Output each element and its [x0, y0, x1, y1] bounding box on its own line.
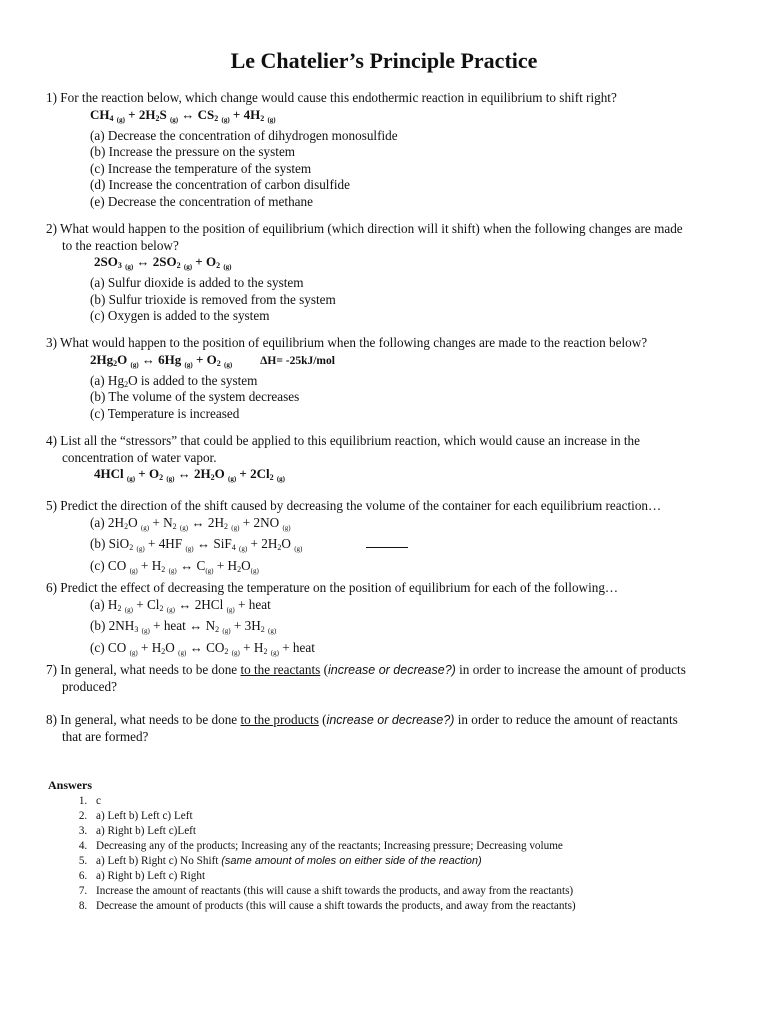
question-1-text: 1) For the reaction below, which change would cause this endothermic reaction in equilibrium to shift right? [46, 90, 617, 105]
answer-item-5-note: (same amount of moles on either side of the reaction) [221, 855, 482, 867]
answer-blank [366, 537, 408, 548]
q7-post: in order to increase the amount of products [455, 662, 686, 677]
question-2 [46, 221, 736, 325]
q8-italic: increase or decrease?) [326, 713, 455, 727]
question-7 [46, 662, 736, 695]
answer-item-4: 4. Decreasing any of the products; Increasing any of the reactants; Increasing pressure; Decreasing volume [90, 839, 728, 854]
question-8-text [46, 712, 736, 729]
question-7-text-cont: produced? [62, 678, 117, 694]
question-2-equation: $2SO_3$ $_{(g)}$ ↔ $2SO_2$ $_{(g)} + O_2$ $_{(g)}$ [94, 254, 232, 272]
question-4-text-cont: concentration of water vapor. [62, 449, 217, 465]
question-2-option-c: (c) Oxygen is added to the system [90, 308, 270, 324]
q7-pre: 7) In general, what needs to be done [46, 662, 241, 677]
answers-heading: Answers [48, 778, 92, 792]
answer-item-1: 1. c [90, 794, 728, 809]
question-5-option-c: (c) CO $_{(g)} + H_2$ $_{(g)}$ ↔ $C_{(g)} + H_2O_{(g)}$ [90, 557, 259, 575]
question-8-text-cont: that are formed? [62, 728, 149, 744]
question-5 [46, 498, 736, 579]
answer-item-5-text: a) Left b) Right c) No Shift [96, 855, 222, 867]
question-2-option-b: (b) Sulfur trioxide is removed from the system [90, 291, 336, 307]
question-6-option-c: (c) CO $_{(g)} + H_2O$ $_{(g)}$ ↔ $CO_2$ $_{(g)} + H_2$ $_{(g)}$ + heat [90, 639, 315, 657]
question-1-equation: $CH_4$ $_{(g)} + 2H_2S$ $_{(g)}$ ↔ $CS_2$ $_{(g)} + 4H_2$ $_{(g)}$ [90, 106, 276, 124]
answer-item-3: 3. a) Right b) Left c)Left [90, 824, 728, 839]
question-3-equation: $2Hg_2O$ $_{(g)}$ ↔ 6Hg $_{(g)} + O_2$ $_{(g)}$ ΔH= -25kJ/mol [90, 351, 335, 369]
q7-underline: to the reactants [240, 662, 321, 677]
answer-item-2: 2. a) Left b) Left c) Left [90, 809, 728, 824]
question-8 [46, 712, 736, 745]
question-6-option-a: (a) $H_2$ $_{(g)} + Cl_2$ $_{(g)}$ ↔ 2HCl $_{(g)}$ + heat [90, 596, 271, 614]
question-1-option-a: (a) Decrease the concentration of dihydrogen monosulfide [90, 127, 398, 143]
question-6 [46, 580, 736, 661]
question-7-text [46, 662, 736, 679]
question-5-text: 5) Predict the direction of the shift caused by decreasing the volume of the container for each equilibrium reaction… [46, 498, 662, 513]
question-1 [46, 90, 736, 211]
question-6-option-b: (b) $2NH_3$ $_{(g)}$ + heat ↔ $N_2$ $_{(g)} + 3H_2$ $_{(g)}$ [90, 618, 277, 636]
question-3-text: 3) What would happen to the position of equilibrium when the following changes are made to the reaction below? [46, 335, 648, 350]
answers-section [48, 778, 728, 914]
question-1-option-d: (d) Increase the concentration of carbon disulfide [90, 177, 350, 193]
q8-pre: 8) In general, what needs to be done [46, 712, 241, 727]
question-1-option-e: (e) Decrease the concentration of methane [90, 193, 313, 209]
page-title: Le Chatelier’s Principle Practice [230, 48, 538, 73]
question-3 [46, 335, 736, 422]
q8-mid: ( [318, 712, 327, 727]
answer-item-6: 6. a) Right b) Left c) Right [90, 869, 728, 884]
question-3-option-c: (c) Temperature is increased [90, 405, 240, 421]
question-2-text: 2) What would happen to the position of equilibrium (which direction will it shift) when the following changes are made [46, 221, 683, 236]
answer-item-5 [90, 854, 728, 869]
q8-post: in order to reduce the amount of reactants [454, 712, 678, 727]
question-3-option-b: (b) The volume of the system decreases [90, 389, 300, 405]
question-2-text-cont: to the reaction below? [62, 237, 179, 253]
q7-italic: increase or decrease?) [327, 663, 456, 677]
answer-item-7: 7. Increase the amount of reactants (this will cause a shift towards the products, and away from the reactants) [90, 884, 728, 899]
question-4-text: 4) List all the “stressors” that could be applied to this equilibrium reaction, which would cause an increase in the [46, 433, 640, 448]
question-5-option-b: (b) SiO$_2$ $_{(g)}$ + 4HF $_{(g)}$ ↔ SiF$_4$ $_{(g)} + 2H_2O$ $_{(g)}$ [46, 536, 736, 558]
enthalpy-value: ΔH= -25kJ/mol [260, 354, 335, 367]
q8-underline: to the products [240, 712, 319, 727]
question-1-option-c: (c) Increase the temperature of the system [90, 160, 312, 176]
q7-mid: ( [320, 662, 328, 677]
question-1-option-b: (b) Increase the pressure on the system [90, 144, 296, 160]
answer-item-8: 8. Decrease the amount of products (this will cause a shift towards the products, and away from the reactants) [90, 899, 728, 914]
question-4-equation: 4HCl $_{(g)} + O_2$ $_{(g)}$ ↔ $2H_2O$ $_{(g)} + 2Cl_2$ $_{(g)}$ [94, 466, 286, 484]
question-2-option-a: (a) Sulfur dioxide is added to the system [90, 275, 304, 291]
question-6-text: 6) Predict the effect of decreasing the temperature on the position of equilibrium for each of the following… [46, 580, 619, 595]
question-5-option-a: (a) $2H_2O$ $_{(g)} + N_2$ $_{(g)}$ ↔ $2H_2$ $_{(g)}$ + 2NO $_{(g)}$ [90, 514, 291, 532]
answers-list [48, 794, 728, 914]
question-3-option-a: (a) $Hg_2O$ is added to the system [90, 372, 258, 389]
question-4 [46, 433, 736, 487]
